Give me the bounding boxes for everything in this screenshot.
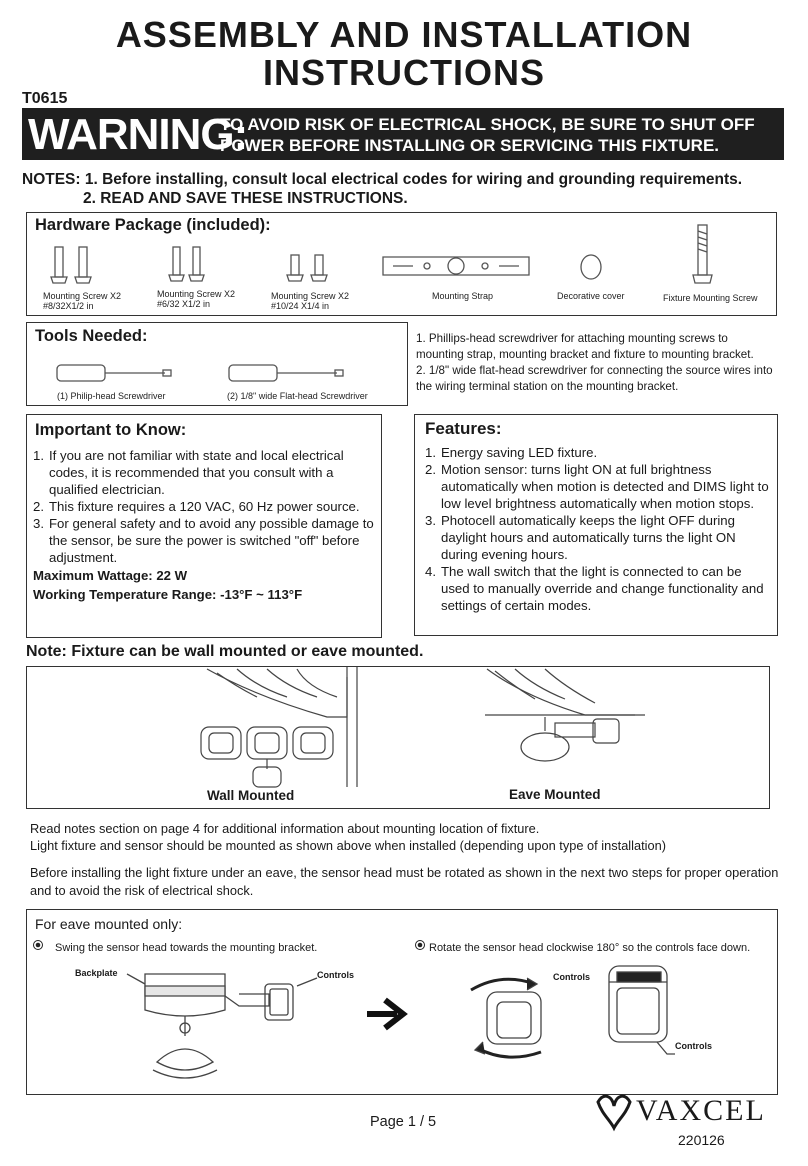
body-para-1-line-1: Read notes section on page 4 for additional information about mounting location of fixture. bbox=[30, 821, 540, 836]
model-number: T0615 bbox=[22, 90, 68, 107]
sensor-rotate-illustration bbox=[467, 970, 567, 1060]
important-item-2 bbox=[33, 498, 375, 515]
features-title: Features: bbox=[425, 419, 502, 438]
backplate-label: Backplate bbox=[75, 968, 118, 978]
hardware-package-box bbox=[26, 212, 777, 316]
features-list bbox=[425, 444, 771, 614]
title-line-2: INSTRUCTIONS bbox=[263, 52, 545, 93]
controls-label-2: Controls bbox=[553, 972, 590, 982]
hardware-item-3-name: Mounting Screw X2 bbox=[271, 291, 350, 301]
controls-label-3: Controls bbox=[675, 1041, 712, 1051]
feature-item-2 bbox=[425, 461, 771, 512]
feature-item-4 bbox=[425, 563, 771, 614]
notes-item-2: 2. READ AND SAVE THESE INSTRUCTIONS. bbox=[83, 190, 408, 207]
tool-1-label: (1) Philip-head Screwdriver bbox=[57, 391, 166, 401]
title-line-1: ASSEMBLY AND INSTALLATION bbox=[115, 14, 693, 55]
warning-line-1: TO AVOID RISK OF ELECTRICAL SHOCK, BE SURE TO SHUT OFF bbox=[220, 115, 755, 134]
body-paragraph-1 bbox=[30, 821, 780, 854]
feature-item-2-text: Motion sensor: turns light ON at full brightness automatically when motion is detected and DIMS light to low level brightness automatically when motion stops. bbox=[441, 462, 769, 511]
working-temperature: Working Temperature Range: -13°F ~ 113°F bbox=[33, 587, 303, 602]
important-item-1-num: 1. bbox=[33, 448, 44, 463]
important-item-2-text: This fixture requires a 120 VAC, 60 Hz power source. bbox=[49, 499, 360, 514]
notes bbox=[22, 170, 742, 208]
screw-pair-1-icon bbox=[47, 245, 107, 293]
notes-label: NOTES: bbox=[22, 171, 81, 188]
vaxcel-logo-icon bbox=[594, 1090, 634, 1132]
warning-message bbox=[220, 114, 755, 156]
important-item-3-num: 3. bbox=[33, 516, 44, 531]
step-2-bullet-icon bbox=[415, 940, 427, 952]
hardware-item-4-name: Mounting Strap bbox=[432, 291, 494, 301]
important-item-1 bbox=[33, 447, 375, 498]
hardware-item-1-size: #8/32X1/2 in bbox=[43, 301, 94, 311]
important-item-3 bbox=[33, 515, 375, 566]
body-para-1-line-2: Light fixture and sensor should be mounted as shown above when installed (depending upon type of installation) bbox=[30, 837, 667, 853]
feature-item-3-text: Photocell automatically keeps the light OFF during daylight hours and automatically turns the light ON during evening hours. bbox=[441, 513, 736, 562]
hardware-item-2-size: #6/32 X1/2 in bbox=[157, 299, 211, 309]
feature-item-4-num: 4. bbox=[425, 564, 436, 579]
phillips-screwdriver-icon bbox=[55, 363, 175, 385]
controls-label-1: Controls bbox=[317, 970, 354, 980]
notes-item-1: 1. Before installing, consult local electrical codes for wiring and grounding requirements. bbox=[84, 171, 743, 188]
body-paragraph-2: Before installing the light fixture under an eave, the sensor head must be rotated as shown in the next two steps for proper operation and to avoid the risk of electrical shock. bbox=[30, 865, 779, 898]
wall-mounted-illustration bbox=[197, 667, 387, 787]
feature-item-1 bbox=[425, 444, 771, 461]
screw-pair-2-icon bbox=[165, 245, 225, 293]
important-item-1-text: If you are not familiar with state and local electrical codes, it is recommended that you consult with a qualified electrician. bbox=[49, 448, 344, 497]
hardware-item-3 bbox=[271, 291, 349, 311]
step-2-text: Rotate the sensor head clockwise 180° so the controls face down. bbox=[429, 942, 751, 954]
warning-label: WARNING: bbox=[28, 110, 248, 159]
page-number: Page 1 / 5 bbox=[370, 1114, 437, 1130]
tools-desc-1: 1. Phillips-head screwdriver for attaching mounting screws to mounting strap, mounting bracket and fixture to mounting bracket. bbox=[416, 332, 754, 361]
feature-item-1-num: 1. bbox=[425, 445, 436, 460]
tool-2-label: (2) 1/8" wide Flat-head Screwdriver bbox=[227, 391, 368, 401]
hardware-item-5-name: Decorative cover bbox=[557, 291, 625, 301]
feature-item-3-num: 3. bbox=[425, 513, 436, 528]
important-title: Important to Know: bbox=[35, 421, 187, 439]
tools-box bbox=[26, 322, 408, 406]
eave-steps-box bbox=[26, 909, 778, 1095]
hardware-item-6-name: Fixture Mounting Screw bbox=[663, 293, 758, 303]
arrow-right-icon bbox=[363, 996, 411, 1032]
warning-banner bbox=[22, 108, 784, 160]
eave-mounted-label: Eave Mounted bbox=[509, 787, 601, 802]
flathead-screwdriver-icon bbox=[227, 363, 347, 385]
brand-name: VAXCEL bbox=[636, 1094, 766, 1127]
mounting-illustration-box bbox=[26, 666, 770, 809]
tools-title: Tools Needed: bbox=[35, 327, 148, 345]
hardware-title: Hardware Package (included): bbox=[35, 216, 271, 234]
wall-mounted-label: Wall Mounted bbox=[207, 788, 295, 803]
important-list bbox=[33, 447, 375, 603]
hardware-item-3-size: #10/24 X1/4 in bbox=[271, 301, 330, 311]
important-box bbox=[26, 414, 382, 638]
features-box bbox=[414, 414, 778, 636]
mounting-note: Note: Fixture can be wall mounted or eave mounted. bbox=[26, 643, 424, 660]
tools-description bbox=[416, 331, 778, 395]
decorative-cover-icon bbox=[577, 253, 607, 283]
important-item-2-num: 2. bbox=[33, 499, 44, 514]
screw-pair-3-icon bbox=[283, 253, 343, 293]
document-code: 220126 bbox=[678, 1132, 725, 1148]
important-item-3-text: For general safety and to avoid any possible damage to the sensor, be sure the power is switched "off" before adjustment. bbox=[49, 516, 374, 565]
hardware-item-1-name: Mounting Screw X2 bbox=[43, 291, 122, 301]
step-1-bullet-icon bbox=[33, 940, 45, 952]
mounting-strap-icon bbox=[381, 251, 531, 281]
eave-mounted-illustration bbox=[485, 667, 655, 787]
feature-item-3 bbox=[425, 512, 771, 563]
feature-item-2-num: 2. bbox=[425, 462, 436, 477]
feature-item-4-text: The wall switch that the light is connected to can be used to manually override and change functionality and settings of certain modes. bbox=[441, 564, 764, 613]
hardware-item-1 bbox=[43, 291, 121, 311]
hardware-item-2-name: Mounting Screw X2 bbox=[157, 289, 236, 299]
eave-steps-title: For eave mounted only: bbox=[35, 916, 183, 932]
sensor-swing-illustration bbox=[117, 966, 337, 1090]
max-wattage: Maximum Wattage: 22 W bbox=[33, 568, 188, 583]
fixture-mounting-screw-icon bbox=[689, 221, 717, 291]
step-1-text: Swing the sensor head towards the mounting bracket. bbox=[55, 942, 318, 954]
feature-item-1-text: Energy saving LED fixture. bbox=[441, 445, 598, 460]
warning-line-2: POWER BEFORE INSTALLING OR SERVICING THIS FIXTURE. bbox=[220, 136, 720, 155]
hardware-item-2 bbox=[157, 289, 235, 309]
tools-desc-2: 2. 1/8" wide flat-head screwdriver for connecting the source wires into the wiring terminal station on the mounting bracket. bbox=[416, 364, 773, 393]
